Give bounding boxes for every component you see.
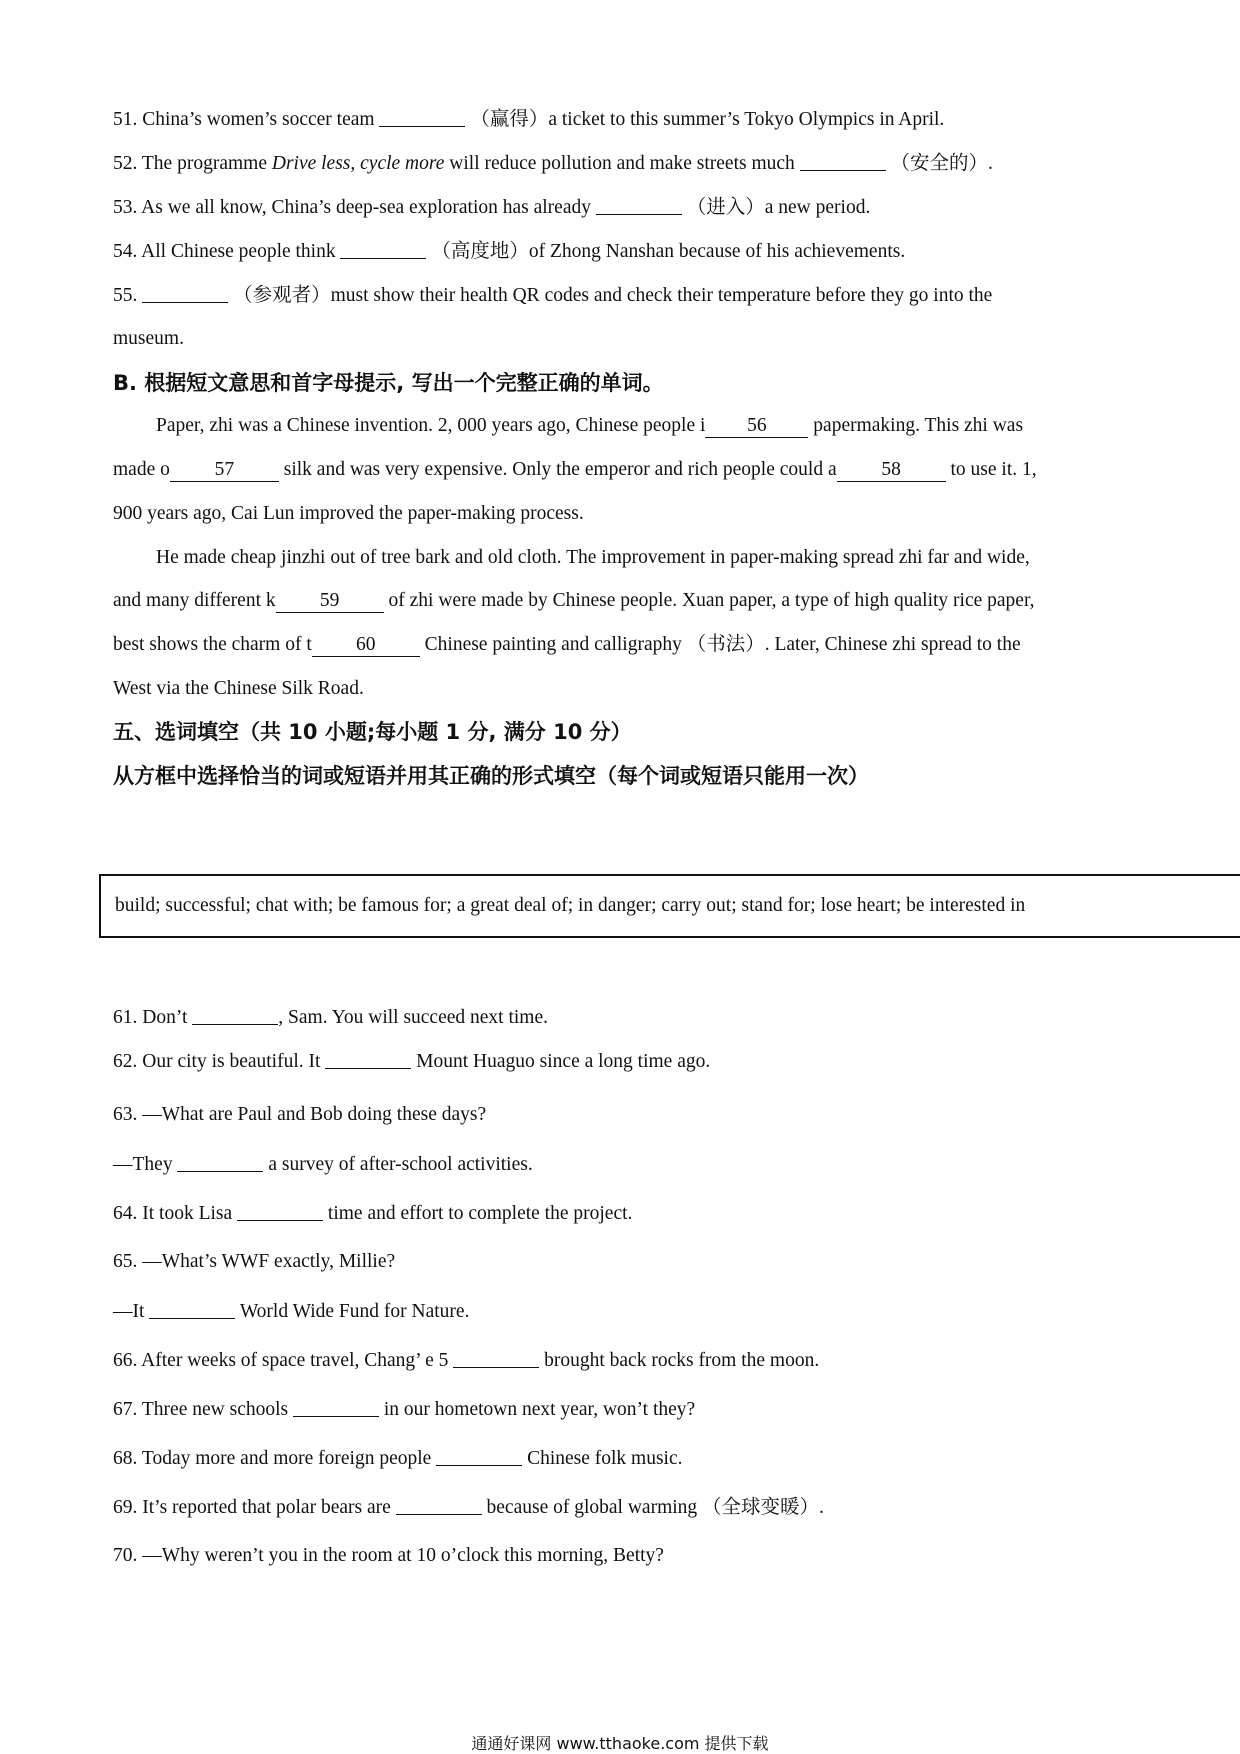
question-69: [113, 1495, 824, 1520]
question-67: [113, 1397, 695, 1422]
question-text: 51. China’s women’s soccer team: [113, 109, 380, 130]
question-text: （参观者）must show their health QR codes and check their temperature before they go into the: [228, 285, 993, 306]
passage-text: best shows the charm of t: [113, 634, 312, 655]
passage-text: silk and was very expensive. Only the emperor and rich people could a: [278, 459, 837, 480]
question-text: 66. After weeks of space travel, Chang’ e 5: [113, 1350, 454, 1371]
question-text: Chinese folk music.: [522, 1448, 683, 1469]
question-66: [113, 1348, 819, 1373]
question-text: （赢得）a ticket to this summer’s Tokyo Olympics in April.: [465, 109, 945, 130]
question-text: （安全的）.: [885, 153, 993, 174]
passage-text: and many different k: [113, 590, 276, 611]
question-55: [113, 283, 992, 308]
passage-line: [113, 589, 1035, 613]
question-text: 68. Today more and more foreign people: [113, 1448, 437, 1469]
question-53: [113, 195, 870, 220]
question-text: 55.: [113, 285, 143, 306]
question-text: （进入）a new period.: [681, 197, 871, 218]
passage-text: Paper, zhi was a Chinese invention. 2, 000 years ago, Chinese people i: [156, 415, 706, 436]
answer-blank: [379, 107, 465, 127]
answer-blank: [396, 1495, 482, 1515]
answer-blank: [192, 1005, 278, 1025]
question-text: in our hometown next year, won’t they?: [378, 1399, 696, 1420]
blank-58: 58: [837, 459, 946, 482]
question-62: [113, 1049, 710, 1074]
passage-text: of zhi were made by Chinese people. Xuan paper, a type of high quality rice paper,: [383, 590, 1035, 611]
question-65-answer: [113, 1299, 469, 1324]
passage-line: [156, 414, 1023, 438]
question-text: —It: [113, 1301, 150, 1322]
question-text: Mount Huaguo since a long time ago.: [411, 1051, 711, 1072]
question-64: [113, 1201, 632, 1226]
question-text: World Wide Fund for Nature.: [235, 1301, 470, 1322]
answer-blank: [340, 239, 426, 259]
section-b-heading: B. 根据短文意思和首字母提示, 写出一个完整正确的单词。: [113, 371, 664, 395]
blank-59: 59: [276, 590, 384, 613]
answer-blank: [237, 1201, 323, 1221]
question-text: 54. All Chinese people think: [113, 241, 341, 262]
passage-line: 900 years ago, Cai Lun improved the paper-making process.: [113, 503, 584, 524]
passage-line: He made cheap jinzhi out of tree bark and old cloth. The improvement in paper-making spread zhi far and wide,: [156, 547, 1030, 568]
question-52: [113, 151, 993, 176]
answer-blank: [149, 1299, 235, 1319]
question-text: 53. As we all know, China’s deep-sea exploration has already: [113, 197, 596, 218]
question-text: time and effort to complete the project.: [323, 1203, 633, 1224]
passage-text: papermaking. This zhi was: [808, 415, 1024, 436]
word-box-list: build; successful; chat with; be famous for; a great deal of; in danger; carry out; stand for; lose heart; be interested in: [115, 895, 1026, 916]
word-box: [99, 874, 1240, 938]
answer-blank: [325, 1049, 411, 1069]
question-63-answer: [113, 1152, 533, 1177]
answer-blank: [177, 1152, 263, 1172]
question-55-continuation: museum.: [113, 328, 184, 349]
question-text: will reduce pollution and make streets much: [444, 153, 800, 174]
question-70: 70. —Why weren’t you in the room at 10 o’clock this morning, Betty?: [113, 1545, 664, 1566]
passage-line: [113, 458, 1037, 482]
question-text: brought back rocks from the moon.: [539, 1350, 820, 1371]
programme-name: Drive less, cycle more: [271, 153, 445, 174]
question-text: 67. Three new schools: [113, 1399, 293, 1420]
passage-line: West via the Chinese Silk Road.: [113, 678, 364, 699]
question-63: 63. —What are Paul and Bob doing these days?: [113, 1104, 487, 1125]
question-text: 62. Our city is beautiful. It: [113, 1051, 326, 1072]
answer-blank: [293, 1397, 379, 1417]
blank-56: 56: [705, 415, 808, 438]
question-text: 61. Don’t: [113, 1007, 193, 1028]
question-text: 69. It’s reported that polar bears are: [113, 1497, 396, 1518]
question-54: [113, 239, 905, 264]
question-text: 64. It took Lisa: [113, 1203, 238, 1224]
answer-blank: [436, 1446, 522, 1466]
answer-blank: [596, 195, 682, 215]
answer-blank: [800, 151, 886, 171]
question-text: 52. The programme: [113, 153, 272, 174]
question-68: [113, 1446, 683, 1471]
question-text: —They: [113, 1154, 178, 1175]
passage-text: to use it. 1,: [945, 459, 1037, 480]
question-65: 65. —What’s WWF exactly, Millie?: [113, 1251, 396, 1272]
blank-57: 57: [170, 459, 279, 482]
question-text: （高度地）of Zhong Nanshan because of his achievements.: [426, 241, 906, 262]
section-5-heading: 五、选词填空（共 10 小题;每小题 1 分, 满分 10 分）: [113, 720, 632, 744]
answer-blank: [453, 1348, 539, 1368]
page-footer: 通通好课网 www.tthaoke.com 提供下载: [471, 1734, 769, 1753]
blank-60: 60: [312, 634, 420, 657]
question-text: a survey of after-school activities.: [263, 1154, 533, 1175]
question-51: [113, 107, 944, 132]
passage-text: Chinese painting and calligraphy （书法）. Later, Chinese zhi spread to the: [419, 634, 1021, 655]
question-text: , Sam. You will succeed next time.: [278, 1007, 549, 1028]
question-text: because of global warming （全球变暖）.: [481, 1497, 824, 1518]
passage-text: made o: [113, 459, 170, 480]
section-5-instructions: 从方框中选择恰当的词或短语并用其正确的形式填空（每个词或短语只能用一次）: [113, 764, 869, 788]
question-61: [113, 1005, 548, 1030]
passage-line: [113, 633, 1021, 657]
answer-blank: [142, 283, 228, 303]
